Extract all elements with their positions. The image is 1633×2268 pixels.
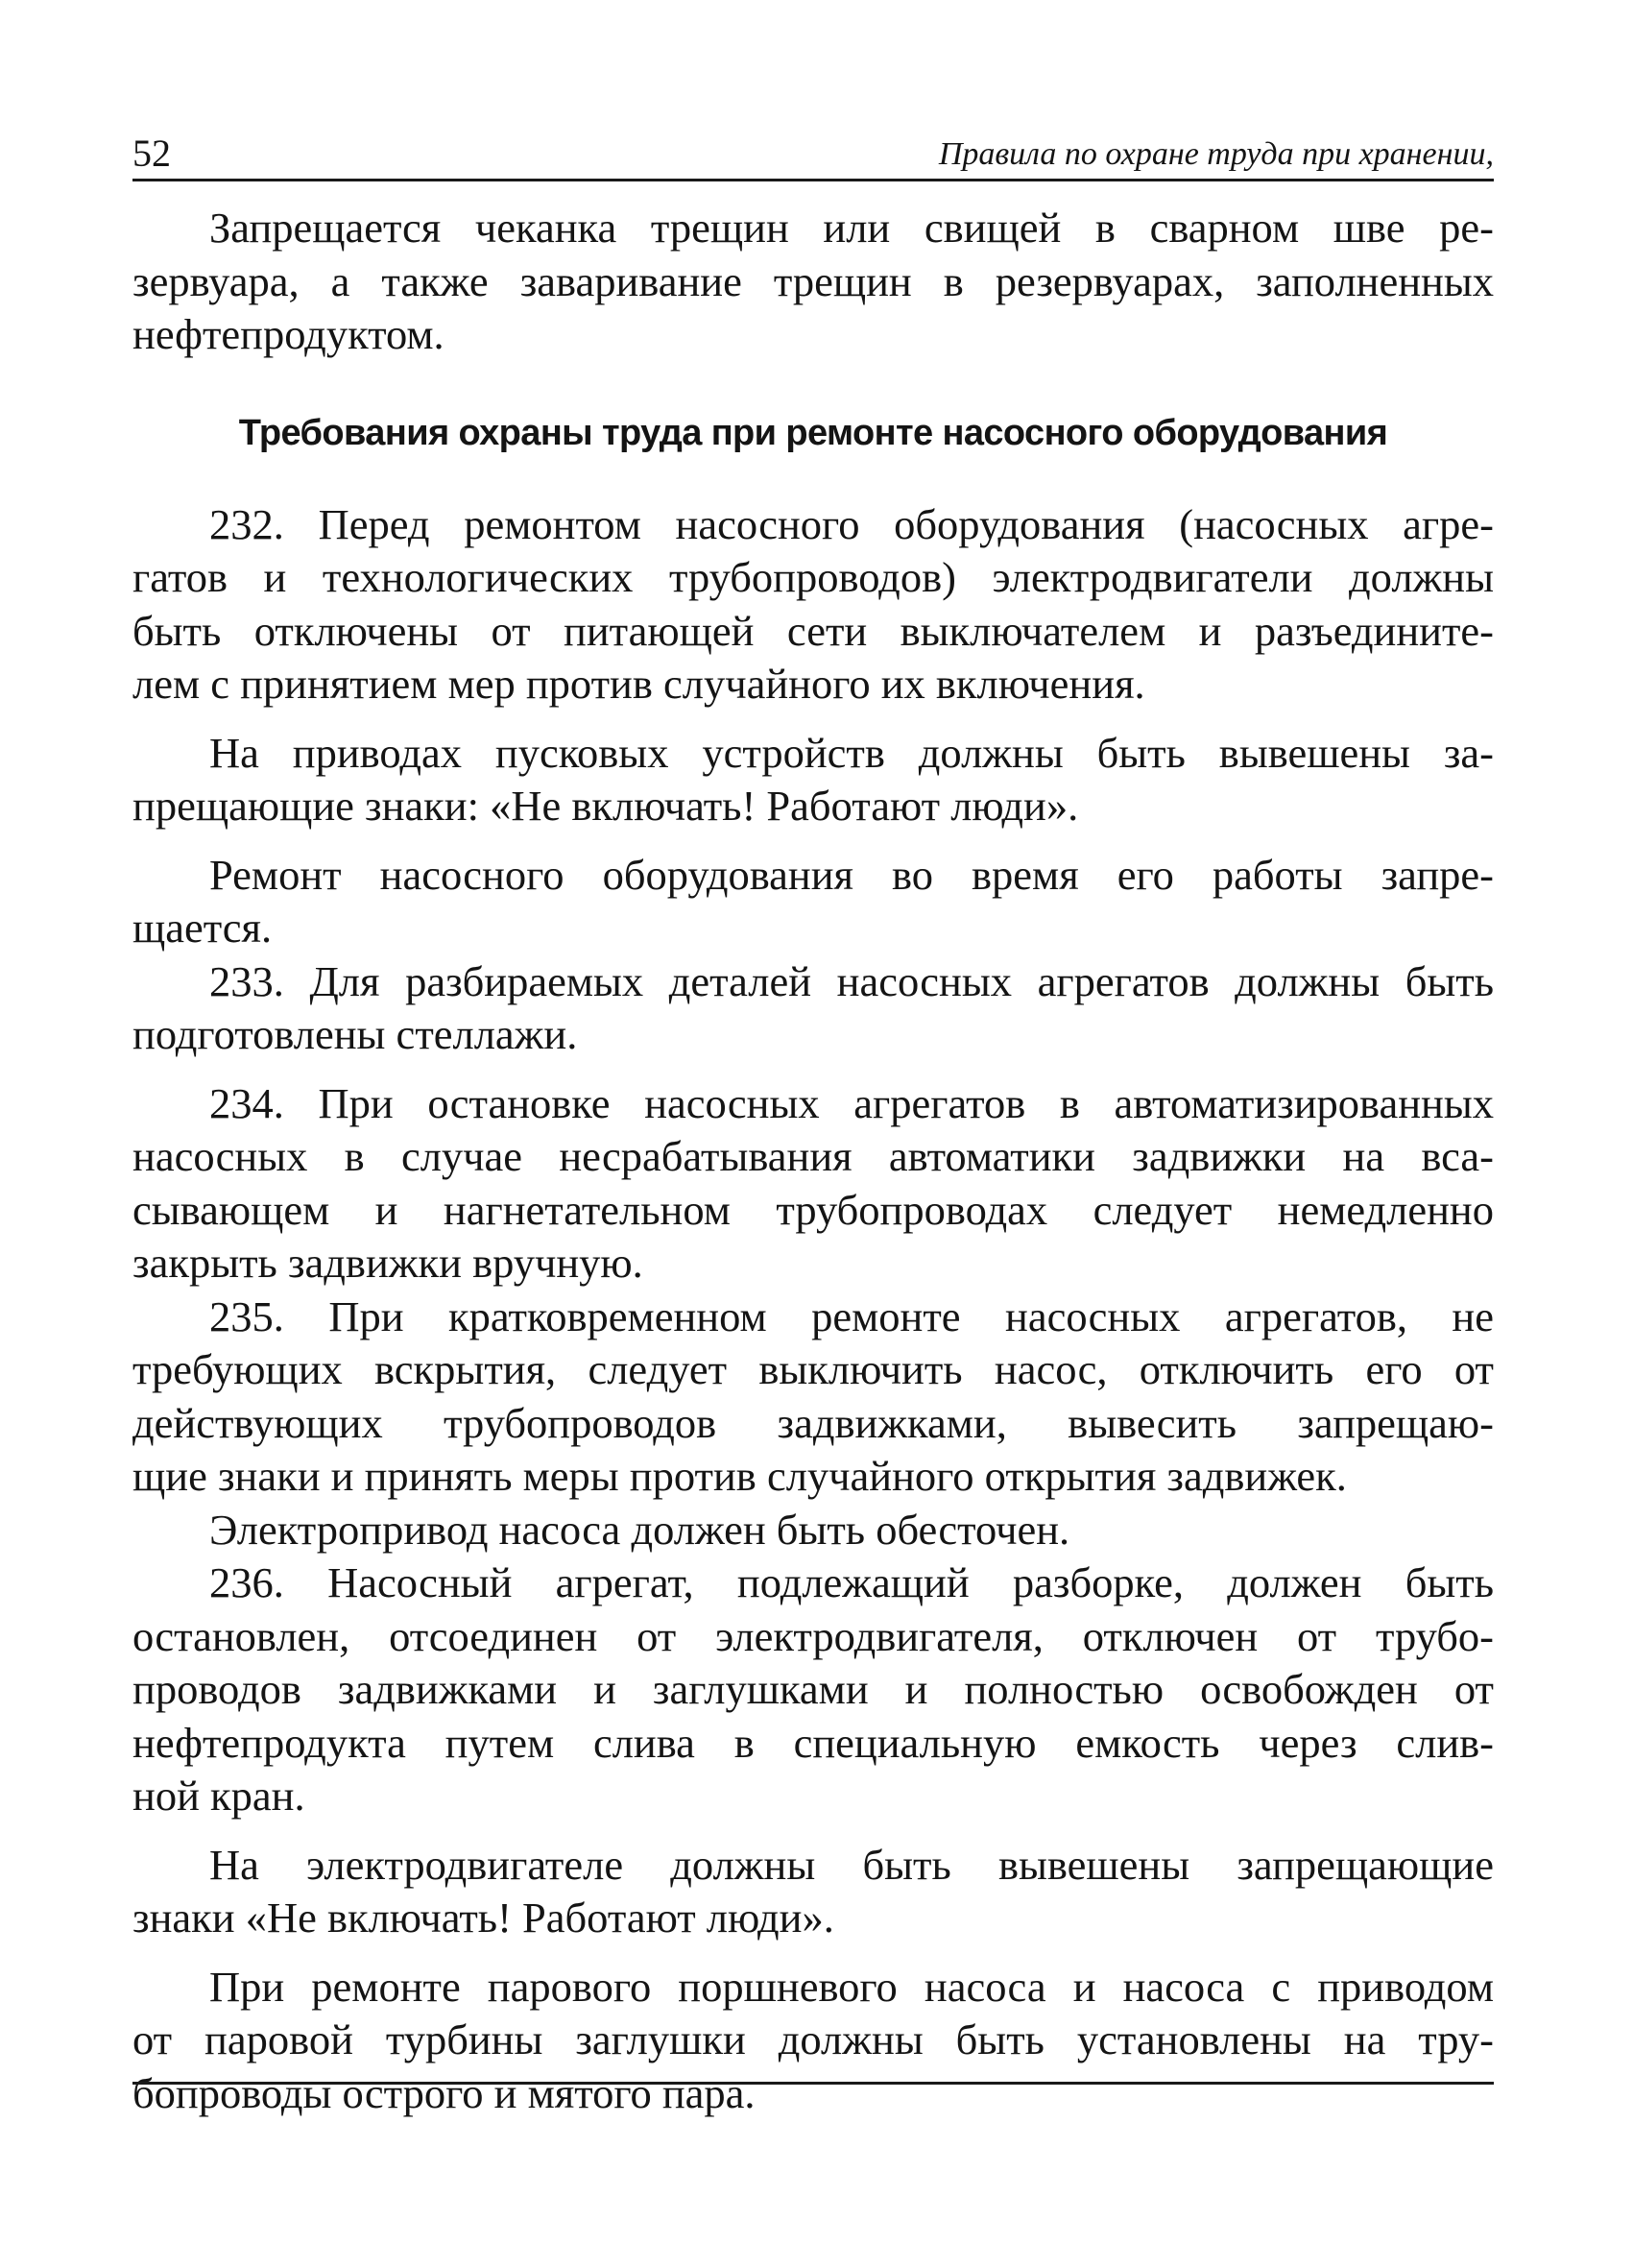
text-line: 233. Для разбираемых деталей насосных агрегатов должны быть — [209, 956, 1494, 1005]
text-line: действующих трубопроводов задвижками, вывесить запрещаю- — [132, 1398, 1494, 1447]
text-line: от паровой турбины заглушки должны быть установлены на тру- — [132, 2015, 1494, 2063]
text-line: нефтепродукта путем слива в специальную емкость через слив- — [132, 1718, 1494, 1767]
section-heading: Требования охраны труда при ремонте насосного оборудования — [238, 412, 1388, 453]
text-line: быть отключены от питающей сети выключателем и разъедините- — [132, 606, 1494, 655]
text-line: сывающем и нагнетательном трубопроводах следует немедленно — [132, 1185, 1494, 1234]
text-line: На электродвигателе должны быть вывешены запрещающие — [209, 1840, 1494, 1889]
text-line: ной кран. — [132, 1772, 305, 1820]
paragraph-235 — [132, 1291, 1494, 1504]
body-text — [132, 202, 1494, 2120]
running-title: Правила по охране труда при хранении, — [938, 136, 1494, 172]
page-number: 52 — [132, 132, 171, 175]
text-line: Электропривод насоса должен быть обесточен. — [209, 1505, 1070, 1554]
paragraph-steam-pump — [132, 1961, 1494, 2121]
text-line: насосных в случае несрабатывания автоматики задвижки на вса- — [132, 1132, 1494, 1180]
text-line: 235. При кратковременном ремонте насосных агрегатов, не — [209, 1291, 1494, 1340]
paragraph-232 — [132, 498, 1494, 712]
paragraph-234 — [132, 1077, 1494, 1291]
paragraph-236 — [132, 1556, 1494, 1823]
paragraph-warning-signs — [132, 727, 1494, 833]
text-line: При ремонте парового поршневого насоса и насоса с приводом — [209, 1962, 1494, 2011]
text-line: щие знаки и принять меры против случайного открытия задвижек. — [132, 1452, 1347, 1500]
text-line: На приводах пусковых устройств должны быть вывешены за- — [209, 728, 1494, 777]
text-line: 234. При остановке насосных агрегатов в автоматизированных — [209, 1078, 1494, 1127]
intro-paragraph — [132, 202, 1494, 362]
text-line: закрыть задвижки вручную. — [132, 1239, 643, 1287]
text-line: остановлен, отсоединен от электродвигателя, отключен от трубо- — [132, 1611, 1494, 1660]
text-line: нефтепродуктом. — [132, 310, 444, 358]
text-line: подготовлены стеллажи. — [132, 1010, 578, 1058]
paragraph-power-off — [132, 1504, 1494, 1557]
text-line: прещающие знаки: «Не включать! Работают люди». — [132, 782, 1079, 830]
paragraph-233 — [132, 955, 1494, 1062]
text-line: щается. — [132, 904, 273, 952]
running-header — [132, 121, 1494, 181]
text-line: требующих вскрытия, следует выключить насос, отключить его от — [132, 1345, 1494, 1393]
text-line: лем с принятием мер против случайного их включения. — [132, 660, 1145, 708]
text-line: 232. Перед ремонтом насосного оборудования (насосных агре- — [209, 499, 1494, 548]
text-line: 236. Насосный агрегат, подлежащий разборке, должен быть — [209, 1558, 1494, 1606]
text-line: знаки «Не включать! Работают люди». — [132, 1894, 834, 1942]
text-line: бопроводы острого и мятого пара. — [132, 2068, 756, 2117]
text-line: Запрещается чеканка трещин или свищей в сварном шве ре- — [209, 204, 1494, 252]
text-line: проводов задвижками и заглушками и полностью освобожден от — [132, 1665, 1494, 1713]
text-line: гатов и технологических трубопроводов) электродвигатели должны — [132, 553, 1494, 601]
paragraph-motor-signs — [132, 1839, 1494, 1945]
text-line: Ремонт насосного оборудования во время его работы запре- — [209, 850, 1494, 899]
text-line: зервуара, а также заваривание трещин в резервуарах, заполненных — [132, 256, 1494, 305]
paragraph-repair-prohibited — [132, 849, 1494, 955]
bottom-rule — [132, 2082, 1494, 2085]
